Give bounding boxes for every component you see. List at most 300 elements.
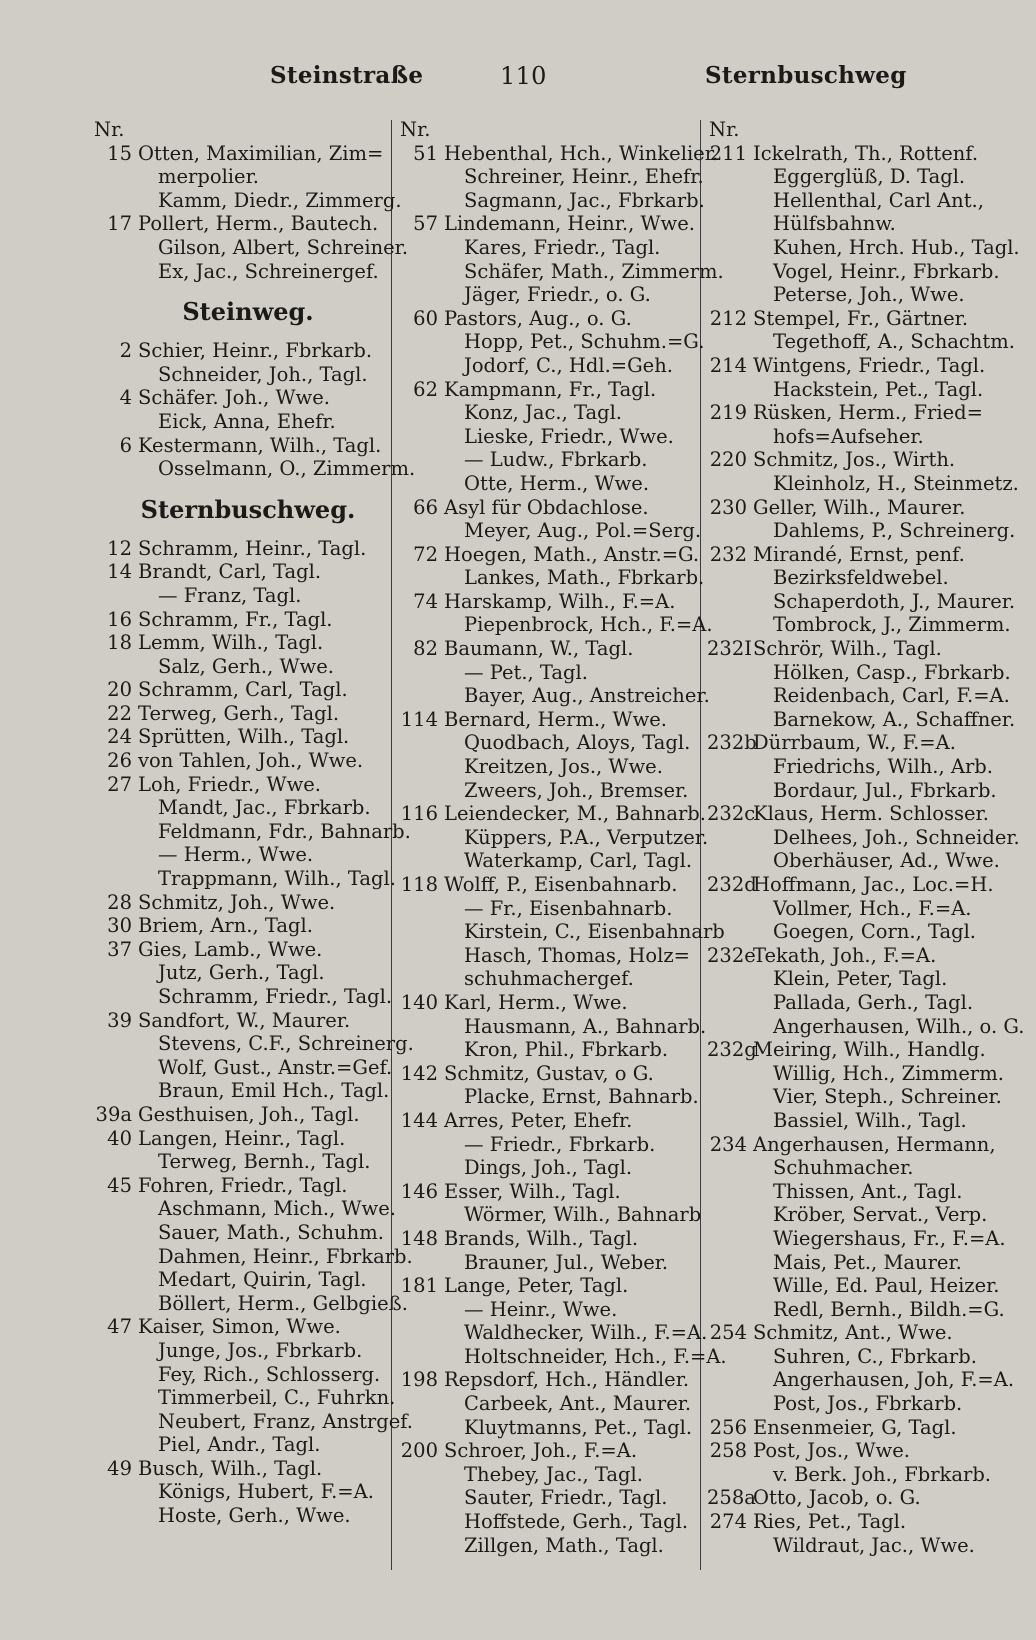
house-number xyxy=(707,779,753,803)
house-number xyxy=(398,260,444,284)
directory-entry xyxy=(707,1062,1007,1086)
house-number xyxy=(707,920,753,944)
resident-text: Friedrichs, Wilh., Arb. xyxy=(773,755,993,779)
directory-entry xyxy=(707,755,1007,779)
directory-entry xyxy=(92,891,384,915)
resident-text: Dings, Joh., Tagl. xyxy=(464,1156,633,1180)
resident-text: Hölken, Casp., Fbrkarb. xyxy=(773,660,1011,684)
resident-text: Otten, Maximilian, Zim= xyxy=(138,141,384,165)
house-number: 45 xyxy=(107,1173,132,1197)
resident-text: Kluytmanns, Pet., Tagl. xyxy=(464,1415,693,1439)
resident-text: Junge, Jos., Fbrkarb. xyxy=(158,1338,363,1362)
house-number xyxy=(398,1463,444,1487)
resident-text: Sprütten, Wilh., Tagl. xyxy=(138,725,350,749)
house-number xyxy=(92,1433,138,1457)
resident-text: Terweg, Bernh., Tagl. xyxy=(158,1150,371,1174)
house-number xyxy=(398,1392,444,1416)
resident-text: Kuhen, Hrch. Hub., Tagl. xyxy=(773,235,1020,259)
house-number: 74 xyxy=(413,589,438,613)
house-number xyxy=(398,566,444,590)
resident-text: Wildraut, Jac., Wwe. xyxy=(773,1533,975,1557)
resident-text: Angerhausen, Joh, F.=A. xyxy=(773,1368,1015,1392)
resident-text: Gies, Lamb., Wwe. xyxy=(138,937,323,961)
resident-text: Sagmann, Jac., Fbrkarb. xyxy=(464,188,705,212)
house-number xyxy=(398,1534,444,1558)
resident-text: Klaus, Herm. Schlosser. xyxy=(753,802,989,826)
resident-text: Loh, Friedr., Wwe. xyxy=(138,772,322,796)
resident-text: Hopp, Pet., Schuhm.=G. xyxy=(464,330,705,354)
directory-entry xyxy=(707,1109,1007,1133)
house-number: 49 xyxy=(107,1456,132,1480)
directory-entry xyxy=(398,1463,698,1487)
directory-entry xyxy=(707,1227,1007,1251)
resident-text: Peterse, Joh., Wwe. xyxy=(773,283,965,307)
resident-text: Bassiel, Wilh., Tagl. xyxy=(773,1108,967,1132)
house-number xyxy=(707,1015,753,1039)
house-number xyxy=(398,401,444,425)
house-number xyxy=(707,472,753,496)
resident-text: Wolff, P., Eisenbahnarb. xyxy=(444,873,678,896)
resident-text: Brauner, Jul., Weber. xyxy=(464,1250,669,1274)
house-number xyxy=(707,1085,753,1109)
house-number: 198 xyxy=(400,1368,438,1392)
resident-text: — Franz, Tagl. xyxy=(158,583,302,607)
directory-entry xyxy=(707,448,1007,472)
house-number: 232c xyxy=(707,802,756,826)
house-number xyxy=(398,283,444,307)
resident-text: Jodorf, C., Hdl.=Geh. xyxy=(464,353,673,377)
house-number: 39 xyxy=(107,1008,132,1032)
resident-text: Jutz, Gerh., Tagl. xyxy=(158,961,325,985)
resident-text: — Friedr., Fbrkarb. xyxy=(464,1132,656,1156)
directory-entry xyxy=(398,684,710,708)
house-number xyxy=(707,849,753,873)
directory-entry xyxy=(398,1038,698,1062)
resident-text: Eick, Anna, Ehefr. xyxy=(158,409,336,433)
resident-text: Schneider, Joh., Tagl. xyxy=(158,362,368,386)
house-number xyxy=(398,944,444,968)
directory-entry xyxy=(398,1368,698,1392)
resident-text: Bernard, Herm., Wwe. xyxy=(444,707,668,731)
house-number xyxy=(92,260,138,284)
resident-text: Hülfsbahnw. xyxy=(773,212,896,236)
directory-entry xyxy=(92,938,384,962)
resident-text: Lieske, Friedr., Wwe. xyxy=(464,424,674,448)
resident-text: Schuhmacher. xyxy=(773,1156,914,1180)
directory-entry xyxy=(707,1486,1007,1510)
resident-text: Hoste, Gerh., Wwe. xyxy=(158,1504,351,1528)
directory-entry xyxy=(92,725,384,749)
resident-text: Willig, Hch., Zimmerm. xyxy=(773,1061,1004,1085)
resident-text: Hasch, Thomas, Holz= xyxy=(464,943,690,967)
directory-entry xyxy=(707,1156,1007,1180)
house-number xyxy=(707,1463,753,1487)
house-number: 258a xyxy=(707,1486,756,1510)
house-number: 234 xyxy=(709,1132,747,1156)
house-number: 72 xyxy=(413,542,438,566)
directory-entry xyxy=(707,1085,1007,1109)
resident-text: — Ludw., Fbrkarb. xyxy=(464,448,648,472)
directory-entry xyxy=(92,961,384,985)
resident-text: Dahmen, Heinr., Fbrkarb. xyxy=(158,1244,413,1268)
house-number xyxy=(707,1534,753,1558)
house-number xyxy=(707,260,753,284)
directory-entry xyxy=(707,212,1007,236)
house-number: 142 xyxy=(400,1061,438,1085)
resident-text: Wintgens, Friedr., Tagl. xyxy=(753,353,986,377)
resident-text: Delhees, Joh., Schneider. xyxy=(773,825,1020,849)
resident-text: Eggerglüß, D. Tagl. xyxy=(773,165,966,189)
resident-text: Feldmann, Fdr., Bahnarb. xyxy=(158,819,411,843)
house-number xyxy=(92,1363,138,1387)
house-number: 274 xyxy=(709,1510,747,1534)
house-number xyxy=(398,967,444,991)
resident-text: Geller, Wilh., Maurer. xyxy=(753,495,966,519)
house-number xyxy=(707,1109,753,1133)
house-number: 232b xyxy=(707,731,757,755)
directory-entry xyxy=(92,584,384,608)
resident-text: Brandt, Carl, Tagl. xyxy=(138,560,322,584)
house-number xyxy=(398,613,444,637)
house-number xyxy=(398,684,444,708)
directory-entry xyxy=(707,897,1007,921)
house-number: 254 xyxy=(709,1321,747,1345)
directory-entry xyxy=(398,283,698,307)
directory-entry xyxy=(707,944,1007,968)
directory-entry xyxy=(92,1504,384,1528)
resident-text: Hoegen, Math., Anstr.=G. xyxy=(444,542,700,566)
directory-entry xyxy=(707,1180,1007,1204)
house-number xyxy=(398,1015,444,1039)
resident-text: Kamm, Diedr., Zimmerg. xyxy=(158,188,402,212)
resident-text: Karl, Herm., Wwe. xyxy=(444,990,628,1014)
directory-entry xyxy=(92,1032,414,1056)
directory-entry xyxy=(398,1014,707,1039)
house-number xyxy=(398,472,444,496)
directory-entry xyxy=(707,496,1007,520)
directory-entry xyxy=(92,1244,413,1269)
directory-entry xyxy=(92,457,416,481)
resident-text: hofs=Aufseher. xyxy=(773,424,924,448)
resident-text: Schäfer. Joh., Wwe. xyxy=(138,386,330,410)
resident-text: Gilson, Albert, Schreiner. xyxy=(158,235,409,259)
house-number: 6 xyxy=(119,433,132,457)
directory-entry xyxy=(707,1038,1007,1062)
resident-text: Neubert, Franz, Anstrgef. xyxy=(158,1409,413,1433)
house-number xyxy=(92,1339,138,1363)
directory-entry xyxy=(707,165,1007,189)
directory-entry xyxy=(92,1433,384,1457)
house-number xyxy=(398,1345,444,1369)
directory-entry xyxy=(398,188,705,213)
house-number xyxy=(707,1156,753,1180)
house-number: 144 xyxy=(400,1108,438,1132)
resident-text: Timmerbeil, C., Fuhrkn. xyxy=(158,1386,396,1410)
resident-text: Schmitz, Ant., Wwe. xyxy=(753,1321,953,1345)
resident-text: Küppers, P.A., Verputzer. xyxy=(464,825,709,849)
directory-entry xyxy=(92,142,384,166)
house-number xyxy=(707,189,753,213)
resident-text: Zillgen, Math., Tagl. xyxy=(464,1533,664,1557)
directory-entry xyxy=(398,731,698,755)
directory-entry xyxy=(398,1203,702,1227)
resident-text: Rüsken, Herm., Fried= xyxy=(753,401,983,425)
resident-text: Thissen, Ant., Tagl. xyxy=(773,1179,963,1203)
directory-entry xyxy=(398,1416,698,1440)
resident-text: Lange, Peter, Tagl. xyxy=(444,1274,629,1298)
resident-text: Mirandé, Ernst, penf. xyxy=(753,542,965,566)
directory-entry xyxy=(92,410,384,434)
resident-text: Wörmer, Wilh., Bahnarb xyxy=(464,1203,702,1227)
directory-entry xyxy=(707,873,1007,897)
resident-text: Asyl für Obdachlose. xyxy=(444,495,649,519)
directory-entry xyxy=(707,1203,1007,1227)
resident-text: Hebenthal, Hch., Winkelier. xyxy=(444,141,719,165)
house-number xyxy=(92,363,138,387)
house-number: 212 xyxy=(709,306,747,330)
directory-entry xyxy=(398,519,702,543)
house-number: 24 xyxy=(107,725,132,749)
resident-text: Hoffmann, Jac., Loc.=H. xyxy=(753,873,994,896)
resident-text: Waldhecker, Wilh., F.=A. xyxy=(464,1321,708,1345)
directory-entry xyxy=(707,260,1007,284)
directory-entry xyxy=(707,1416,1007,1440)
house-number: 200 xyxy=(400,1439,438,1463)
house-number xyxy=(398,448,444,472)
house-number xyxy=(707,165,753,189)
directory-entry xyxy=(398,755,698,779)
resident-text: Schmitz, Jos., Wirth. xyxy=(753,448,956,472)
resident-text: Pollert, Herm., Bautech. xyxy=(138,212,379,236)
page-number: 110 xyxy=(500,62,547,90)
resident-text: Vier, Steph., Schreiner. xyxy=(773,1085,1002,1109)
house-number xyxy=(707,1062,753,1086)
directory-entry xyxy=(707,849,1007,873)
resident-text: Fey, Rich., Schlosserg. xyxy=(158,1362,381,1386)
house-number: 232d xyxy=(707,873,757,896)
resident-text: Stevens, C.F., Schreinerg. xyxy=(158,1032,414,1056)
directory-entry xyxy=(707,613,1011,637)
resident-text: Thebey, Jac., Tagl. xyxy=(464,1462,643,1486)
directory-entry xyxy=(707,1274,1007,1298)
directory-entry xyxy=(398,543,698,567)
resident-text: Placke, Ernst, Bahnarb. xyxy=(464,1085,699,1109)
house-number xyxy=(92,1504,138,1528)
resident-text: Salz, Gerh., Wwe. xyxy=(158,654,334,678)
house-number xyxy=(707,283,753,307)
directory-entry xyxy=(398,1321,708,1345)
directory-entry xyxy=(92,339,384,363)
house-number xyxy=(398,1156,444,1180)
resident-text: Schmitz, Joh., Wwe. xyxy=(138,890,336,914)
resident-text: Schier, Heinr., Fbrkarb. xyxy=(138,339,373,363)
house-number: 40 xyxy=(107,1126,132,1150)
house-number xyxy=(92,1221,138,1245)
resident-text: Kron, Phil., Fbrkarb. xyxy=(464,1038,669,1062)
resident-text: Redl, Bernh., Bildh.=G. xyxy=(773,1297,1005,1321)
house-number xyxy=(707,991,753,1015)
directory-entry xyxy=(92,1055,393,1080)
column-divider xyxy=(391,120,392,1570)
resident-text: Angerhausen, Wilh., o. G. xyxy=(773,1014,1025,1038)
resident-text: Gesthuisen, Joh., Tagl. xyxy=(138,1102,360,1126)
directory-entry xyxy=(92,212,384,236)
house-number xyxy=(398,849,444,873)
directory-entry xyxy=(398,1062,698,1086)
directory-entry xyxy=(707,1014,1025,1039)
house-number xyxy=(92,1150,138,1174)
resident-text: merpolier. xyxy=(158,165,259,189)
header-right-street: Sternbuschweg xyxy=(705,62,907,89)
directory-entry xyxy=(92,260,384,284)
directory-entry xyxy=(398,165,704,189)
directory-entry xyxy=(92,914,384,938)
resident-text: Harskamp, Wilh., F.=A. xyxy=(444,589,676,613)
directory-entry xyxy=(398,637,698,661)
resident-text: Dahlems, P., Schreinerg. xyxy=(773,519,1016,543)
resident-text: Kreitzen, Jos., Wwe. xyxy=(464,755,663,779)
house-number: 28 xyxy=(107,890,132,914)
directory-entry xyxy=(398,566,705,590)
house-number: 22 xyxy=(107,701,132,725)
house-number xyxy=(707,755,753,779)
house-number xyxy=(92,1268,138,1292)
house-number xyxy=(707,897,753,921)
directory-entry xyxy=(398,259,724,284)
directory-entry xyxy=(92,1150,384,1174)
directory-entry xyxy=(398,873,698,897)
house-number: 15 xyxy=(107,141,132,165)
resident-text: Otto, Jacob, o. G. xyxy=(753,1486,921,1510)
house-number xyxy=(398,897,444,921)
resident-text: Tekath, Joh., F.=A. xyxy=(753,943,937,967)
directory-entry xyxy=(92,1268,384,1292)
directory-entry xyxy=(92,188,402,213)
directory-entry xyxy=(707,1133,1007,1157)
house-number: 148 xyxy=(400,1226,438,1250)
house-number: 57 xyxy=(413,212,438,236)
house-number xyxy=(398,354,444,378)
house-number: 2 xyxy=(119,339,132,363)
directory-entry xyxy=(707,1392,1007,1416)
resident-text: Hausmann, A., Bahnarb. xyxy=(464,1014,707,1038)
house-number: 219 xyxy=(709,401,747,425)
directory-entry xyxy=(398,1227,698,1251)
directory-entry xyxy=(707,1298,1007,1322)
directory-entry xyxy=(707,637,1007,661)
resident-text: Meyer, Aug., Pol.=Serg. xyxy=(464,519,702,543)
resident-text: Kestermann, Wilh., Tagl. xyxy=(138,433,382,457)
directory-entry xyxy=(92,678,384,702)
house-number xyxy=(707,566,753,590)
house-number: 37 xyxy=(107,937,132,961)
directory-entry xyxy=(707,731,1007,755)
house-number xyxy=(92,1056,138,1080)
resident-text: Waterkamp, Carl, Tagl. xyxy=(464,849,693,873)
resident-text: Lemm, Wilh., Tagl. xyxy=(138,631,324,655)
house-number xyxy=(92,1480,138,1504)
resident-text: Trappmann, Wilh., Tagl. xyxy=(158,867,396,891)
resident-text: Schrör, Wilh., Tagl. xyxy=(753,637,942,661)
directory-entry xyxy=(398,1534,698,1558)
house-number: 27 xyxy=(107,772,132,796)
resident-text: Zweers, Joh., Bremser. xyxy=(464,778,689,802)
directory-entry xyxy=(398,425,698,449)
directory-entry xyxy=(92,235,409,260)
resident-text: Barnekow, A., Schaffner. xyxy=(773,707,1016,731)
resident-text: Schramm, Friedr., Tagl. xyxy=(158,985,393,1008)
directory-entry xyxy=(707,684,1010,708)
directory-entry xyxy=(92,1221,384,1245)
directory-entry xyxy=(398,1439,698,1463)
resident-text: Post, Jos., Wwe. xyxy=(753,1439,910,1463)
directory-entry xyxy=(707,566,1007,590)
resident-text: Bayer, Aug., Anstreicher. xyxy=(464,684,710,708)
house-number xyxy=(92,1032,138,1056)
resident-text: Post, Jos., Fbrkarb. xyxy=(773,1392,963,1416)
directory-entry xyxy=(398,1085,698,1109)
directory-entry xyxy=(707,1345,1007,1369)
house-number xyxy=(707,826,753,850)
resident-text: Briem, Arn., Tagl. xyxy=(138,914,313,938)
resident-text: Hackstein, Pet., Tagl. xyxy=(773,377,984,401)
house-number: 118 xyxy=(400,873,438,896)
resident-text: Osselmann, O., Zimmerm. xyxy=(158,457,416,481)
directory-entry xyxy=(398,779,698,803)
directory-entry xyxy=(398,1344,727,1369)
house-number: 17 xyxy=(107,212,132,236)
house-number xyxy=(398,920,444,944)
house-number xyxy=(707,236,753,260)
directory-entry xyxy=(92,1291,408,1316)
nr-label: Nr. xyxy=(94,118,125,141)
resident-text: Langen, Heinr., Tagl. xyxy=(138,1126,346,1150)
resident-text: Ensenmeier, G, Tagl. xyxy=(753,1415,957,1439)
directory-entry xyxy=(398,802,706,826)
house-number: 256 xyxy=(709,1415,747,1439)
resident-text: Braun, Emil Hch., Tagl. xyxy=(158,1079,390,1103)
house-number: 232I xyxy=(707,637,752,661)
resident-text: Konz, Jac., Tagl. xyxy=(464,401,623,425)
resident-text: Schroer, Joh., F.=A. xyxy=(444,1439,638,1463)
directory-entry xyxy=(92,363,384,387)
directory-entry xyxy=(398,401,698,425)
house-number xyxy=(398,779,444,803)
house-number xyxy=(92,985,138,1009)
house-number xyxy=(398,425,444,449)
house-number xyxy=(398,1416,444,1440)
house-number xyxy=(707,1298,753,1322)
house-number xyxy=(707,661,753,685)
street-heading: Steinweg. xyxy=(182,297,314,327)
house-number xyxy=(92,189,138,213)
house-number xyxy=(398,1085,444,1109)
directory-entry xyxy=(398,991,698,1015)
resident-text: Arres, Peter, Ehefr. xyxy=(444,1108,633,1132)
house-number xyxy=(398,165,444,189)
resident-text: Brands, Wilh., Tagl. xyxy=(444,1226,639,1250)
resident-text: Schmitz, Gustav, o G. xyxy=(444,1061,654,1085)
resident-text: Bordaur, Jul., Fbrkarb. xyxy=(773,778,997,802)
resident-text: schuhmachergef. xyxy=(464,967,634,991)
house-number xyxy=(707,590,753,614)
directory-entry xyxy=(707,307,1007,331)
house-number: 232g xyxy=(707,1038,757,1062)
directory-entry xyxy=(92,1480,384,1504)
resident-text: Tombrock, J., Zimmerm. xyxy=(773,613,1011,637)
resident-text: Stempel, Fr., Gärtner. xyxy=(753,306,969,330)
directory-entry xyxy=(398,825,709,850)
